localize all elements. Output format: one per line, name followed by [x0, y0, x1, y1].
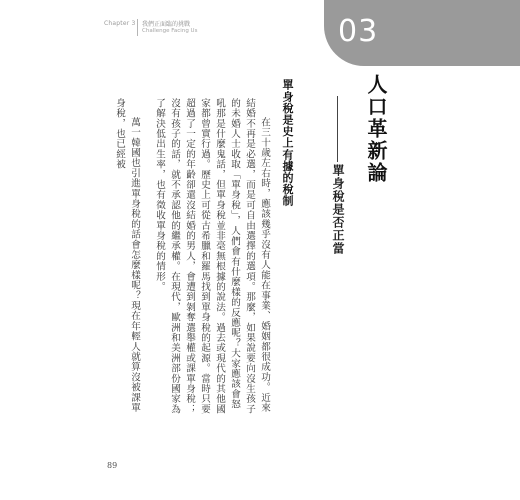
body-paragraph-2: 萬一韓國也引進單身稅的話會怎麼樣呢？現在年輕人就算沒被課單身稅，也已經被 [114, 98, 140, 413]
chapter-label: Chapter 3 [104, 20, 136, 27]
chapter-number: 03 [338, 14, 379, 49]
article-subtitle: 單身稅是否正當 [331, 164, 345, 255]
body-paragraph-1: 在三十歲左右時，應該幾乎沒有人能在事業、婚姻都很成功。近來結婚不再是必選，而是可自由選擇的選項。那麼，如果說要向沒生孩子的未婚人士收取「單身稅」，人們會有什麼樣的反應呢？大家應該會怒吼那是什麼鬼話，但單身稅並非毫無根據的說法。過去或現代的其他國家都曾實行過。歷史上可從古希臘和羅馬找到單身稅的起源。當時只要超過了一定的年齡卻還沒結婚的男人，會遭到剝奪選舉權或課單身稅；沒有孩子的話，就不承認他的繼承權。在現代，歐洲和美洲部份國家為了解決低出生率，也有徵收單身稅的情形。 [154, 98, 270, 415]
section-heading: 單身稅是史上有據的稅制 [281, 79, 294, 207]
page-number: 89 [107, 461, 118, 470]
title-dash-rule [337, 96, 338, 162]
article-title: 人口革新論 [364, 74, 388, 184]
body-text [112, 98, 272, 418]
header-divider [137, 19, 138, 36]
running-header-zh: 我們正面臨的挑戰 [142, 21, 191, 28]
running-header-en: Challenge Facing Us [142, 28, 198, 34]
